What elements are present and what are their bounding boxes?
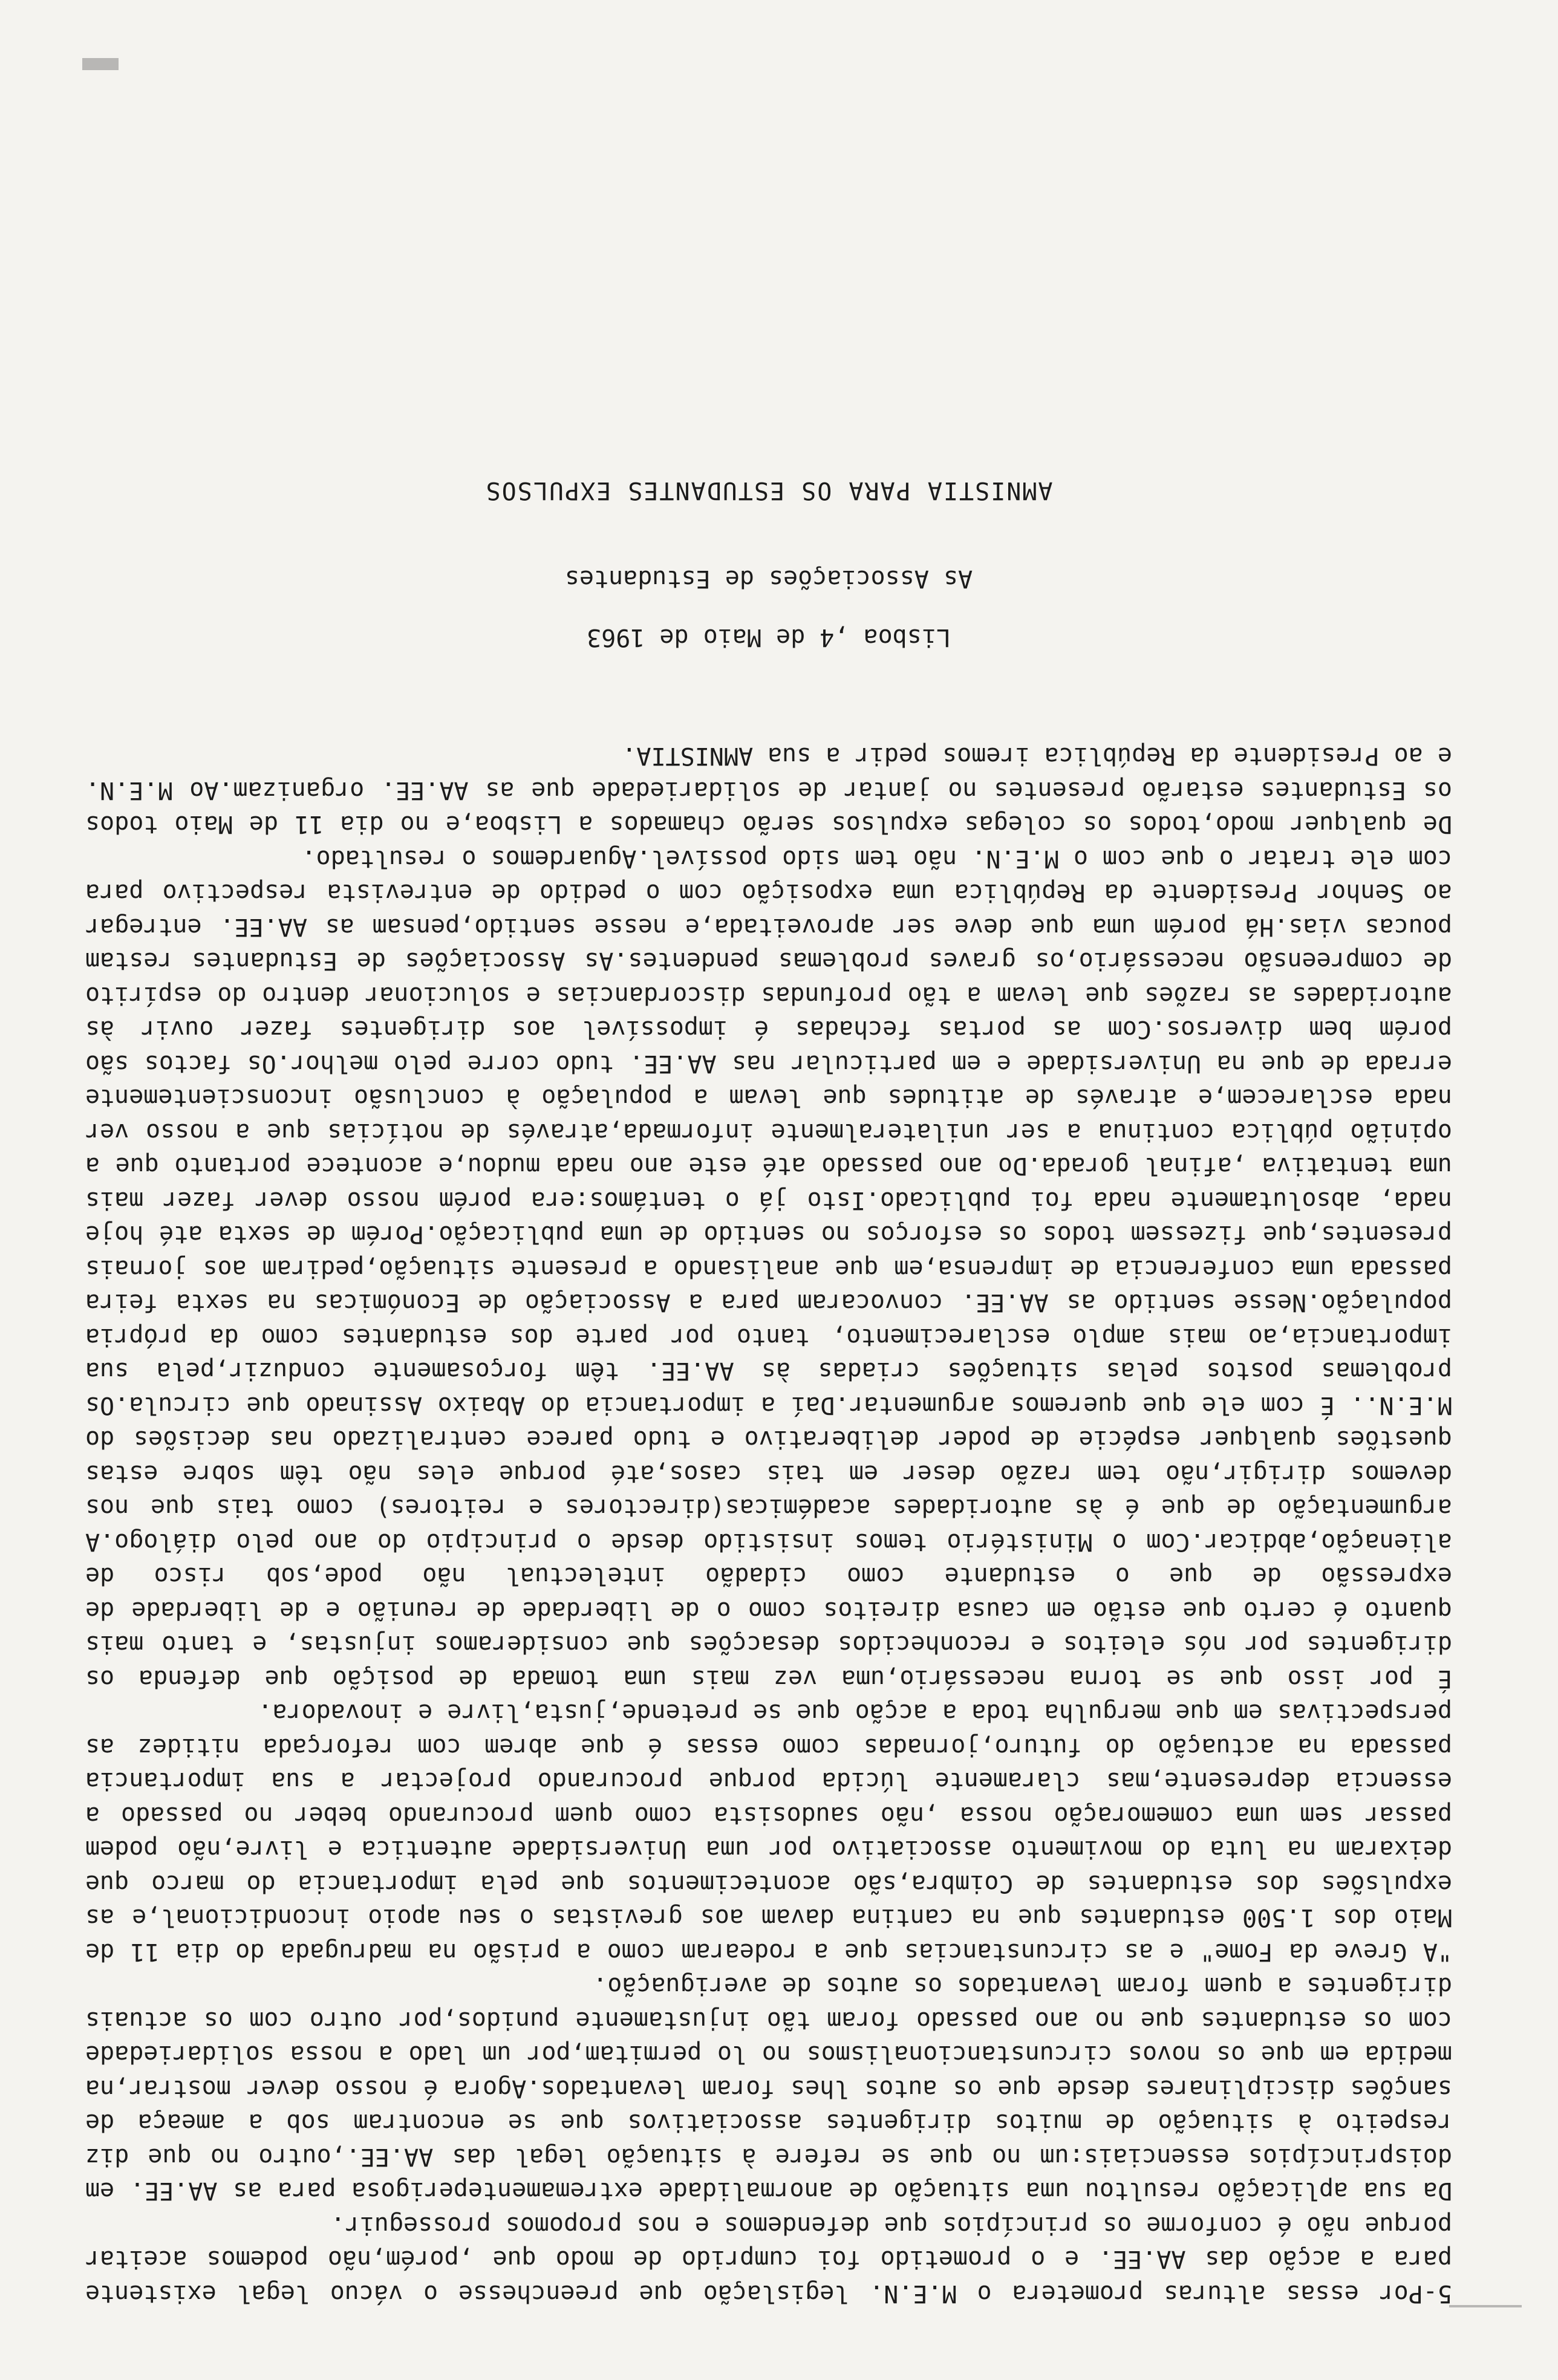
paragraph-5: De qualquer modo,todos os colegas expulsos serão chamados a Lisboa,e no dia 11 de Maio todos os Estudantes estarão presentes no jantar de solidariedade que as AA.EE. organizam.Ao M.E.N. e ao Presidente da República iremos pedir a sua AMNISTIA. — [70, 742, 1452, 839]
paragraph-2: Da sua aplicação resultou uma situação de anormalidade extremamenteperigosa para as AA.EE. em doisprincípios essenciais:um no que se refere à situação legal das AA.EE.,outro no que diz respeito à situação de muitos dirigentes associativos que se encontram sob a ameaça de sanções disciplinares desde que os autos lhes foram levantados.Agora é nosso dever mostrar,na medida em que os novos circunstancionalismos no lo permitam,por um lado a nossa solidariedade com os estudantes que no ano passado foram tão injustamente punidos,por outro com os actuais dirigentes a quem foram levantados os autos de averiguação. — [70, 1972, 1452, 2205]
scan-speck — [82, 58, 119, 70]
document-body — [70, 473, 1452, 2311]
paragraph-4: É por isso que se torna necessário,uma vez mais uma tomada de posição que defenda os dirigentes por nós eleitos e reconhecidos desacções que consideramos injustas, e tanto mais quanto é certo que estão em causa direitos como o de liberdade de reunião e de liberdade de expressão de que o estudante como cidadão intelectual não pode,sob risco de alienação,abdicar.Com o Ministério temos insistido desde o principio do ano pelo diálogo.A argumentação de que é às autoridades académicas(directores e reitores) como tais que nos devemos dirigir,não tem razão deser em tais casos,até porque eles não têm sobre estas questões qualquer espécie de poder deliberativo e tudo parece centralizado nas decisões do M.E.N.. É com ele que queremos argumentar.Daí a importancia do Abaixo Assinado que circula.Os problemas postos pelas situações criadas às AA.EE. têm forçosamente conduzir,pela sua importancia,ao mais amplo esclarecimento, tanto por parte dos estudantes como da própria população.Nesse sentido as AA.EE. convocaram para a Associação de Económicas na sexta feira passada uma conferencia de imprensa,em que analisando a presente situação,pediram aos jornais presentes,que fizessem todos os esforços no sentido de uma publicação.Porém de sexta até hoje nada, absolutamente nada foi publicado.Isto já o tentámos:era porém nosso dever fazer mais uma tentativa ,afinal gorada.Do ano passado até este ano nada mudou,e acontece portanto que a opinião pública continua a ser unilateralmente informada,através de notícias que a nosso ver nada esclarecem,e através de atitudes que levam a população à conclusão inconscientemente errada de que na Universidade e em particular nas AA.EE. tudo corre pelo melhor.Os factos são porém bem diversos.Com as portas fechadas é impossível aos dirigentes fazer ouvir às autoridades as razões que levam a tão profundas discordancias e solucionar dentro do espírito de compreensão necessário,os graves problemas pendentes.As Associações de Estudantes restam poucas vias.Há porém uma que deve ser aproveitada,e nesse sentido,pensam as AA.EE. entregar ao Senhor Presidente da República uma exposição com o pedido de entrevista respectivo para com ele tratar o que com o M.E.N. não tem sido possível.Aguardemos o resultado. — [70, 845, 1452, 1692]
paragraph-1: 5-Por essas alturas prometera o M.E.N. legislação que preenchesse o vácuo legal existente para a acção das AA.EE. e o prometido foi cumprido de modo que ,porém,não podemos aceitar porque não é conforme os princípios que defendemos e nos propomos prosseguir. — [70, 2211, 1452, 2307]
signatory: As Associações de Estudantes — [564, 565, 973, 593]
document-title: AMNISTIA PARA OS ESTUDANTES EXPULSOS — [484, 476, 1053, 504]
paragraph-3: "A Greve da Fome" e as circunstancias que a rodearam como a prisão na madrugada do dia 11 de Maio dos 1.500 estudantes que na cantina davam aos grevistas o seu apoio incondicional,e as expulsões dos estudantes de Coimbra,são acontecimentos que pela importancia do marco que deixaram na luta do movimento associativo por uma Universidade autentica e livre,não podem passar sem uma comemoração nossa ,não saudosista como quem procurando beber no passado a essencia depresente,mas claramente lúcida porque procurando projectar a sua importancia passada na actuação do futuro,jornadas como essas é que abrem com reforçada nitidez as perspectivas em que mergulha toda a acção que se pretende,justa,livre e inovadora. — [70, 1699, 1452, 1966]
dateline: Lisboa ,4 de Maio de 1963 — [586, 623, 951, 651]
scan-speck — [1449, 2305, 1522, 2307]
